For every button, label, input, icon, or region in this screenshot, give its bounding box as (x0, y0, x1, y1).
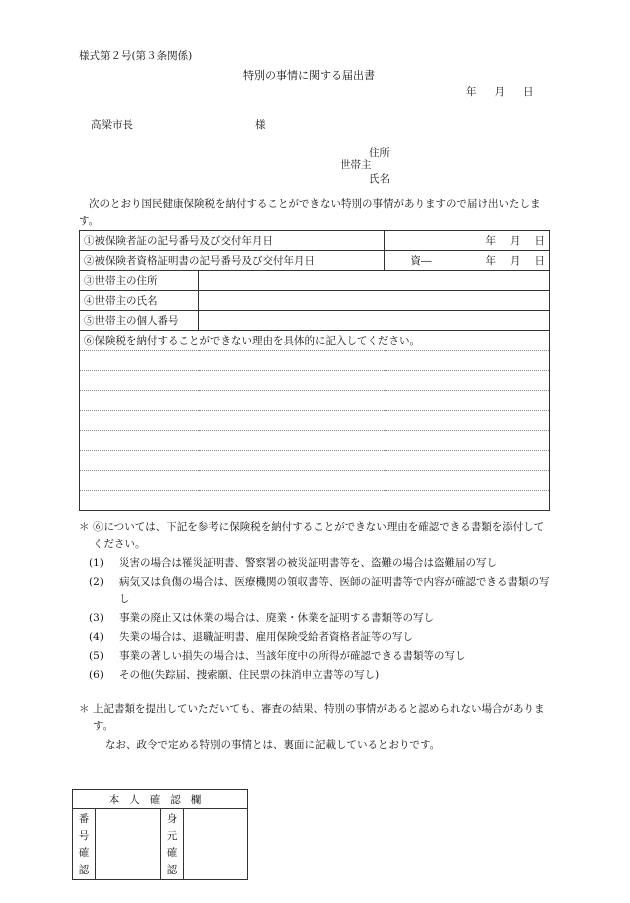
day-label: 日 (534, 235, 545, 247)
table-row (80, 231, 550, 251)
list-item (89, 610, 554, 627)
householder-address-field[interactable] (199, 271, 550, 291)
identity-confirm-label (161, 809, 184, 880)
reason-field[interactable] (80, 471, 550, 491)
item-text: その他(失踪届、捜索願、住民票の抹消申立書等の写し) (119, 669, 380, 681)
reason-line (80, 391, 550, 411)
notes-section (79, 519, 554, 754)
table-row (80, 251, 550, 271)
item-number: (3) (89, 612, 104, 624)
item-text: 事業の著しい損失の場合は、当該年度中の所得が確認できる書類等の写し (119, 650, 466, 662)
asterisk-icon: ＊ (79, 703, 90, 715)
identity-confirm-table (72, 789, 248, 880)
list-item (89, 629, 554, 646)
submission-date (466, 84, 534, 99)
list-item (89, 574, 554, 608)
reason-field[interactable] (80, 391, 550, 411)
year-label: 年 (485, 235, 496, 247)
addressee: 高梁市長 (91, 119, 133, 131)
householder-address-label: ③世帯主の住所 (80, 271, 199, 291)
number-confirm-label (73, 809, 96, 880)
reason-field[interactable] (80, 371, 550, 391)
document-title: 特別の事情に関する届出書 (243, 69, 375, 82)
char: 元 (166, 830, 178, 842)
char: 認 (78, 864, 90, 876)
month-label: 月 (510, 235, 521, 247)
day-label: 日 (534, 255, 545, 267)
reason-field[interactable] (80, 351, 550, 371)
char: 号 (78, 830, 90, 842)
householder-name-field[interactable] (199, 291, 550, 311)
char: 認 (166, 864, 178, 876)
item-number: (2) (89, 576, 104, 588)
reason-field[interactable] (80, 491, 550, 511)
list-item (89, 667, 554, 684)
note-attachment (79, 519, 554, 553)
qualification-cert-date[interactable] (385, 251, 550, 271)
list-item (89, 555, 554, 572)
reason-line (80, 491, 550, 511)
reason-line (80, 471, 550, 491)
item-number: (4) (89, 631, 104, 643)
reason-line (80, 351, 550, 371)
reason-line (80, 431, 550, 451)
date-year: 年 (466, 86, 477, 98)
date-day: 日 (523, 86, 534, 98)
reason-label: ⑥保険税を納付することができない理由を具体的に記入してください。 (80, 331, 550, 351)
householder-number-label: ⑤世帯主の個人番号 (80, 311, 199, 331)
qualification-prefix: 資― (410, 255, 432, 267)
identity-confirm-field[interactable] (184, 809, 248, 880)
notification-table (79, 230, 550, 511)
number-confirm-field[interactable] (96, 809, 161, 880)
reason-field[interactable] (80, 411, 550, 431)
note-text: 上記書類を提出していただいても、審査の結果、特別の事情があると認められない場合があります。 (93, 703, 545, 732)
item-text: 病気又は負傷の場合は、医療機関の領収書等、医師の証明書等で内容が確認できる書類の写し (119, 576, 550, 605)
table-row (80, 311, 550, 331)
address-label: 住所 (369, 147, 390, 159)
reason-field[interactable] (80, 451, 550, 471)
asterisk-icon: ＊ (79, 521, 90, 533)
name-label: 氏名 (369, 173, 390, 185)
householder-label: 世帯主 (340, 159, 372, 171)
householder-number-field[interactable] (199, 311, 550, 331)
note-government: なお、政令で定める特別の事情とは、裏面に記載しているとおりです。 (105, 739, 441, 751)
qualification-cert-label: ②被保険者資格証明書の記号番号及び交付年月日 (80, 251, 385, 271)
year-label: 年 (485, 255, 496, 267)
list-item (89, 648, 554, 665)
char: 確 (78, 847, 90, 859)
honorific: 様 (255, 119, 266, 131)
note-review (79, 701, 554, 735)
item-number: (1) (89, 557, 104, 569)
intro-text: 次のとおり国民健康保険税を納付することができない特別の事情がありますので届け出いたします。 (79, 198, 541, 227)
note-text: ⑥については、下記を参考に保険税を納付することができない理由を確認できる書類を添付してください。 (93, 521, 545, 550)
char: 確 (166, 847, 178, 859)
table-row (80, 291, 550, 311)
reason-field[interactable] (80, 431, 550, 451)
form-number: 様式第２号(第３条関係) (79, 50, 193, 62)
char: 番 (78, 813, 90, 825)
date-month: 月 (494, 86, 505, 98)
confirm-title: 本人確認欄 (73, 790, 248, 809)
item-number: (6) (89, 669, 104, 681)
item-text: 災害の場合は罹災証明書、警察署の被災証明書等を、盗難の場合は盗難届の写し (119, 557, 497, 569)
insurance-card-date[interactable] (385, 231, 550, 251)
reason-line (80, 411, 550, 431)
reason-line (80, 371, 550, 391)
item-text: 事業の廃止又は休業の場合は、廃業・休業を証明する書類等の写し (119, 612, 434, 624)
reason-line (80, 451, 550, 471)
char: 身 (166, 813, 178, 825)
item-text: 失業の場合は、退職証明書、雇用保険受給者資格者証等の写し (119, 631, 413, 643)
table-row (80, 331, 550, 351)
item-number: (5) (89, 650, 104, 662)
householder-name-label: ④世帯主の氏名 (80, 291, 199, 311)
month-label: 月 (510, 255, 521, 267)
insurance-card-label: ①被保険者証の記号番号及び交付年月日 (80, 231, 385, 251)
table-row (80, 271, 550, 291)
